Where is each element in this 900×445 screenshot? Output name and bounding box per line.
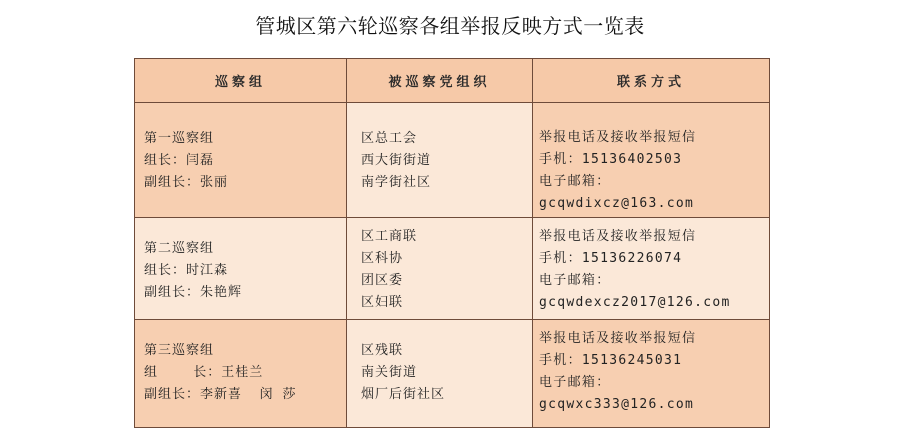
contact-email-label: 电子邮箱： — [539, 375, 611, 390]
contact-hotline-label: 举报电话及接收举报短信 — [539, 130, 697, 145]
group-leader: 组 长：王桂兰 — [144, 365, 264, 380]
group-name: 第二巡察组 — [144, 241, 215, 256]
group-cell — [135, 320, 347, 428]
contact-email-label: 电子邮箱： — [539, 273, 611, 288]
group-name: 第三巡察组 — [144, 343, 215, 358]
header-inspected-orgs: 被巡察党组织 — [347, 59, 533, 103]
inspection-contact-table — [134, 58, 770, 428]
table-row — [135, 103, 770, 218]
header-inspection-group: 巡察组 — [135, 59, 347, 103]
contact-cell — [533, 103, 770, 218]
orgs-cell — [347, 320, 533, 428]
group-leader: 组长：闫磊 — [144, 153, 215, 168]
group-deputy-leader: 副组长：李新喜 闵 莎 — [144, 387, 297, 402]
contact-mobile: 手机：15136245031 — [539, 353, 683, 368]
group-name: 第一巡察组 — [144, 131, 215, 146]
orgs-cell — [347, 218, 533, 320]
org-item: 西大街街道 — [361, 153, 432, 168]
table-row — [135, 218, 770, 320]
group-leader: 组长：时江森 — [144, 263, 229, 278]
org-item: 区妇联 — [361, 295, 404, 310]
contact-email-label: 电子邮箱： — [539, 174, 611, 189]
table-header-row — [135, 59, 770, 103]
contact-email: gcqwdixcz@163.com — [539, 196, 695, 211]
contact-mobile: 手机：15136226074 — [539, 251, 683, 266]
org-item: 区工商联 — [361, 229, 418, 244]
contact-cell — [533, 320, 770, 428]
table-row — [135, 320, 770, 428]
group-cell — [135, 103, 347, 218]
group-deputy-leader: 副组长：张丽 — [144, 175, 229, 190]
org-item: 南学街社区 — [361, 175, 432, 190]
orgs-cell — [347, 103, 533, 218]
contact-hotline-label: 举报电话及接收举报短信 — [539, 229, 697, 244]
org-item: 团区委 — [361, 273, 404, 288]
contact-mobile: 手机：15136402503 — [539, 152, 683, 167]
group-deputy-leader: 副组长：朱艳辉 — [144, 285, 243, 300]
contact-email: gcqwxc333@126.com — [539, 397, 695, 412]
group-cell — [135, 218, 347, 320]
org-item: 区科协 — [361, 251, 404, 266]
contact-email: gcqwdexcz2017@126.com — [539, 295, 731, 310]
org-item: 区总工会 — [361, 131, 418, 146]
contact-hotline-label: 举报电话及接收举报短信 — [539, 331, 697, 346]
page-title: 管城区第六轮巡察各组举报反映方式一览表 — [255, 14, 645, 38]
org-item: 南关街道 — [361, 365, 418, 380]
org-item: 烟厂后街社区 — [361, 387, 446, 402]
contact-cell — [533, 218, 770, 320]
header-contact-method: 联系方式 — [533, 59, 770, 103]
org-item: 区残联 — [361, 343, 404, 358]
